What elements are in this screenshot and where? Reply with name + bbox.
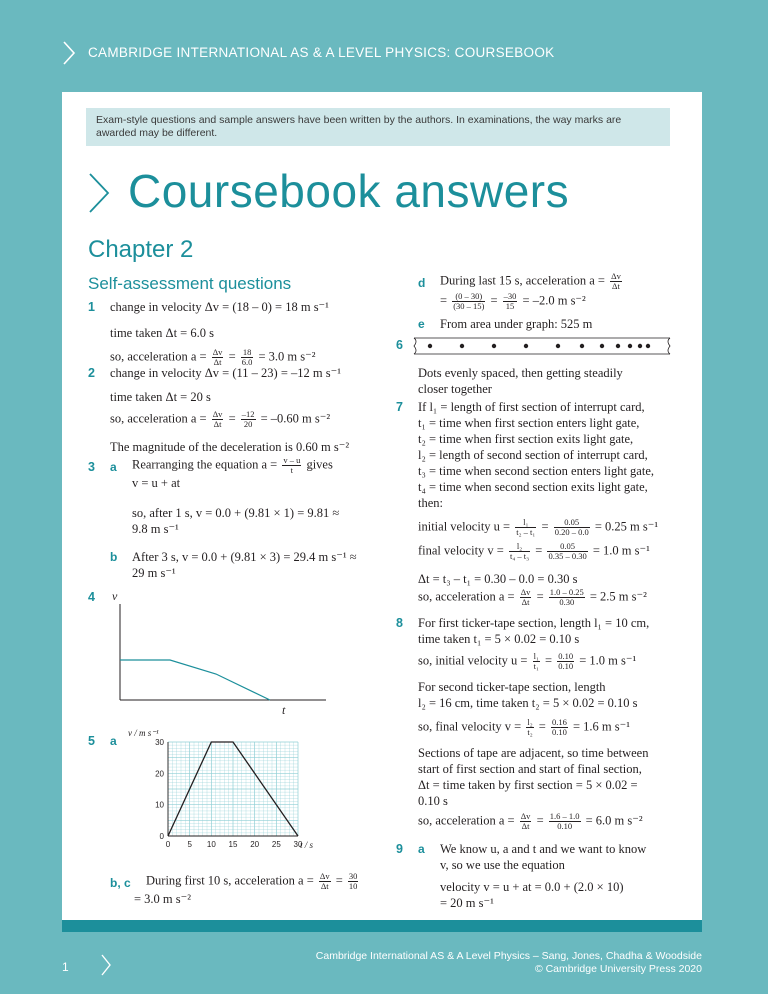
header-title: CAMBRIDGE INTERNATIONAL AS & A LEVEL PHYSICS: COURSEBOOK [88, 45, 555, 60]
section-heading: Self-assessment questions [88, 274, 292, 293]
denominator: 0.30 [559, 597, 575, 607]
chevron-right-icon [100, 953, 112, 977]
text: = 6.0 m s⁻² [585, 813, 643, 828]
chart-x-label: t / s [300, 840, 314, 850]
text: = –2.0 m s⁻² [522, 293, 586, 308]
sub-label: a [418, 842, 425, 856]
numerator: l₂ [527, 717, 533, 727]
answer-line: initial velocity u = $\frac{\text{l₁}}{\text{t₂ – t₁}}$ = $\frac{0.05}{0.20 - 0.0}$ = 0.25 m s⁻¹ [418, 517, 659, 537]
denominator: 10 [348, 881, 358, 891]
text: = –0.60 m s⁻² [260, 411, 331, 426]
ticker-tape [412, 336, 674, 356]
answer-line: l₂ = 16 cm, time taken t₂ = 5 × 0.02 = 0.10 s [418, 696, 638, 710]
text: so, acceleration a = [110, 349, 207, 364]
question-number: 5 [88, 734, 95, 748]
disclaimer-box: Exam-style questions and sample answers have been written by the authors. In examinations, the way marks are awarded may be different. [86, 108, 670, 146]
text: so, acceleration a = [418, 589, 515, 604]
velocity-time-chart [124, 724, 324, 856]
chevron-right-icon [62, 40, 76, 66]
answer-line: time taken Δt = 20 s [110, 390, 211, 404]
denominator: Δt [521, 597, 530, 607]
fraction [319, 872, 331, 891]
answer-line: = 20 m s⁻¹ [440, 896, 494, 910]
answer-line: velocity v = u + at = 0.0 + (2.0 × 10) [440, 880, 624, 894]
answer-line: Dots evenly spaced, then getting steadily [418, 366, 623, 380]
answer-line: l₂ = length of second section of interrupt card, [418, 448, 648, 462]
fraction [533, 652, 540, 671]
text: so, acceleration a = [418, 813, 515, 828]
x-tick-label: 30 [293, 840, 303, 849]
tape-dot [492, 344, 496, 348]
fraction [549, 812, 581, 831]
tape-dot [628, 344, 632, 348]
answer-line: If l₁ = length of first section of interrupt card, [418, 400, 645, 414]
y-tick-label: 0 [159, 832, 164, 841]
tape-dot [460, 344, 464, 348]
numerator: (0 – 30) [452, 292, 485, 302]
answer-line: v, so we use the equation [440, 858, 565, 872]
answer-line: so, acceleration a = $\frac{\Delta v}{\Delta t}$ = $\frac{18}{6.0}$ = 3.0 m s⁻² [110, 347, 316, 367]
text: Rearranging the equation a = [132, 457, 278, 472]
footer-credit [316, 950, 702, 976]
answer-line: t₂ = time when first section exits light gate, [418, 432, 634, 446]
v-axis-label: v [112, 589, 118, 603]
tape-dot [646, 344, 650, 348]
answer-line: so, initial velocity u = $\frac{\text{l₁}}{\text{t₁}}$ = $\frac{0.10}{0.10}$ = 1.0 m s⁻¹ [418, 651, 637, 671]
x-tick-label: 10 [206, 840, 216, 849]
denominator: Δt [213, 357, 222, 367]
footer-bar [62, 920, 702, 932]
fraction [520, 588, 532, 607]
chart-grid [168, 742, 298, 836]
fraction [551, 718, 568, 737]
answer-line: 0.10 s [418, 794, 448, 808]
numerator: –12 [241, 409, 255, 419]
question-number: 9 [396, 842, 403, 856]
answer-line: t₁ = time when first section enters light gate, [418, 416, 640, 430]
velocity-time-sketch [106, 588, 336, 716]
fraction [509, 542, 530, 561]
numerator: v – u [283, 455, 301, 465]
answer-line: so, after 1 s, v = 0.0 + (9.81 × 1) = 9.81 ≈ [132, 506, 340, 520]
numerator: 0.05 [547, 542, 587, 552]
page-title: Coursebook answers [128, 165, 570, 217]
answer-line: then: [418, 496, 443, 510]
text: final velocity v = [418, 543, 504, 558]
sub-label: a [110, 460, 117, 474]
question-number: 8 [396, 616, 403, 630]
text: During last 15 s, acceleration a = [440, 273, 605, 288]
credit-line: Cambridge International AS & A Level Physics – Sang, Jones, Chadha & Woodside [315, 950, 702, 962]
fraction [554, 518, 590, 537]
x-tick-label: 25 [271, 840, 281, 849]
answer-line: 29 m s⁻¹ [132, 566, 176, 580]
answer-line: For second ticker-tape section, length [418, 680, 606, 694]
fraction [547, 542, 587, 561]
page-content [62, 92, 702, 932]
sub-label: b, c [110, 876, 131, 890]
sub-label: d [418, 276, 426, 290]
text: = 3.0 m s⁻² [258, 349, 316, 364]
x-tick-label: 20 [250, 840, 260, 849]
question-number: 3 [88, 460, 95, 474]
answer-line: The magnitude of the deceleration is 0.60 m s⁻² [110, 440, 350, 454]
answer-line [132, 456, 333, 475]
text: gives [306, 457, 333, 472]
tape-dot [600, 344, 604, 348]
fraction [212, 410, 224, 429]
answer-line: 9.8 m s⁻¹ [132, 522, 179, 536]
answer-line: so, final velocity v = $\frac{\text{l₂}}{\text{t₂}}$ = $\frac{0.16}{0.10}$ = 1.6 m s⁻¹ [418, 717, 630, 737]
answer-line: closer together [418, 382, 492, 396]
question-number: 4 [88, 590, 95, 604]
answer-line: Δt = time taken by first section = 5 × 0.02 = [418, 778, 638, 792]
answer-line: t₄ = time when second section exits light gate, [418, 480, 648, 494]
denominator: Δt [320, 881, 329, 891]
text: = 1.0 m s⁻¹ [579, 653, 637, 668]
numerator: Δv [520, 587, 531, 597]
denominator: 0.35 – 0.30 [548, 551, 587, 561]
numerator: 1.6 – 1.0 [549, 811, 580, 821]
tape-edge [668, 338, 670, 354]
tape-dot [428, 344, 432, 348]
numerator: l₁ [533, 651, 539, 661]
question-number: 7 [396, 400, 403, 414]
tape-dot [556, 344, 560, 348]
answer-line: = $\frac{(0 - 30)}{(30 - 15)}$ = $\frac{-30}{15}$ = –2.0 m s⁻² [440, 291, 586, 311]
fraction [212, 348, 224, 367]
question-number: 2 [88, 366, 95, 380]
denominator: (30 – 15) [453, 301, 485, 311]
answer-line: During first 10 s, acceleration a = $\frac{\Delta v}{\Delta t}$ = $\frac{30}{10}$ [146, 871, 358, 891]
fraction [515, 518, 536, 537]
fraction [549, 588, 585, 607]
denominator: 0.10 [557, 821, 573, 831]
answer-line: time taken Δt = 6.0 s [110, 326, 214, 340]
y-tick-label: 10 [155, 800, 164, 810]
answer-line: For first ticker-tape section, length l₁ = 10 cm, [418, 616, 650, 630]
answer-line: so, acceleration a = $\frac{\Delta v}{\Delta t}$ = $\frac{1.6 - 1.0}{0.10}$ = 6.0 m s⁻² [418, 811, 643, 831]
sub-label: e [418, 317, 425, 331]
fraction [520, 812, 532, 831]
denominator: t [290, 465, 294, 475]
text: so, final velocity v = [418, 719, 522, 734]
answer-line [440, 272, 624, 291]
answer-line: change in velocity Δv = (18 – 0) = 18 m s⁻¹ [110, 300, 329, 314]
sub-label: a [110, 734, 117, 748]
answer-line: v = u + at [132, 476, 181, 490]
tape-dot [616, 344, 620, 348]
answer-line: so, acceleration a = $\frac{\Delta v}{\Delta t}$ = $\frac{1.0 - 0.25}{0.30}$ = 2.5 m s⁻² [418, 587, 647, 607]
sketch-line [120, 660, 270, 700]
answer-line: After 3 s, v = 0.0 + (9.81 × 3) = 29.4 m s⁻¹ ≈ [132, 550, 357, 564]
numerator: Δv [611, 271, 621, 281]
text: = 1.6 m s⁻¹ [572, 719, 630, 734]
chart-x-ticks [166, 840, 303, 849]
numerator: Δv [520, 811, 531, 821]
chapter-heading: Chapter 2 [88, 236, 194, 263]
answer-line: Sections of tape are adjacent, so time between [418, 746, 649, 760]
text: so, acceleration a = [110, 411, 207, 426]
answer-line: time taken t₁ = 5 × 0.02 = 0.10 s [418, 632, 580, 646]
fraction [452, 292, 485, 311]
page-header [0, 0, 768, 92]
answer-line: We know u, a and t and we want to know [440, 842, 647, 856]
denominator: t₂ [527, 727, 533, 737]
answer-line: From area under graph: 525 m [440, 317, 593, 331]
text: During first 10 s, acceleration a = [146, 873, 314, 888]
tape-edge [414, 338, 416, 354]
chart-y-label: v / m s⁻¹ [128, 728, 159, 738]
fraction [503, 292, 518, 311]
tape-dot [580, 344, 584, 348]
x-tick-label: 0 [165, 840, 171, 849]
question-number: 6 [396, 338, 403, 352]
denominator: 0.10 [551, 727, 567, 737]
fraction [282, 456, 301, 475]
answer-line: so, acceleration a = $\frac{\Delta v}{\Delta t}$ = $\frac{-12}{20}$ = –0.60 m s⁻² [110, 409, 331, 429]
fraction [526, 718, 533, 737]
numerator: l₁ [515, 518, 536, 528]
text: initial velocity u = [418, 519, 511, 534]
fraction [610, 272, 622, 291]
tape-dot [638, 344, 642, 348]
denominator: 0.10 [558, 661, 574, 671]
denominator: Δt [213, 419, 222, 429]
denominator: t₄ – t₃ [509, 551, 530, 561]
numerator: 1.0 – 0.25 [549, 587, 584, 597]
answer-line: Δt = t₃ – t₁ = 0.30 – 0.0 = 0.30 s [418, 572, 578, 586]
fraction [348, 872, 359, 891]
page-number: 1 [62, 960, 69, 974]
answer-line: = 3.0 m s⁻² [134, 892, 191, 906]
chevron-right-icon [88, 172, 110, 214]
t-axis-label: t [282, 703, 286, 716]
x-tick-label: 5 [187, 840, 192, 849]
denominator: t₂ – t₁ [516, 527, 536, 537]
text: = 1.0 m s⁻¹ [592, 543, 650, 558]
denominator: 15 [505, 301, 515, 311]
answer-line: change in velocity Δv = (11 – 23) = –12 m s⁻¹ [110, 366, 341, 380]
question-number: 1 [88, 300, 95, 314]
denominator: 20 [243, 419, 253, 429]
y-tick-label: 20 [155, 769, 164, 779]
answer-line: start of first section and start of final section, [418, 762, 642, 776]
numerator: 18 [241, 348, 254, 358]
denominator: t₁ [533, 661, 539, 671]
text: = 2.5 m s⁻² [589, 589, 647, 604]
denominator: 6.0 [241, 357, 253, 367]
answer-line: t₃ = time when second section enters light gate, [418, 464, 654, 478]
y-tick-label: 30 [155, 738, 164, 747]
fraction [241, 348, 254, 367]
numerator: –30 [503, 291, 517, 301]
numerator: 0.10 [558, 651, 574, 661]
credit-line: © Cambridge University Press 2020 [534, 963, 702, 975]
tape-dot [524, 344, 528, 348]
text: = 0.25 m s⁻¹ [594, 519, 659, 534]
numerator: 30 [348, 871, 358, 881]
fraction [557, 652, 574, 671]
sub-label: b [110, 550, 118, 564]
text: so, initial velocity u = [418, 653, 528, 668]
denominator: 0.20 – 0.0 [554, 527, 589, 537]
fraction [241, 410, 256, 429]
numerator: l₂ [509, 542, 530, 552]
x-tick-label: 15 [228, 840, 238, 849]
numerator: Δv [319, 871, 330, 881]
numerator: Δv [212, 347, 223, 357]
denominator: Δt [612, 281, 620, 291]
tape-dots [428, 344, 650, 348]
numerator: Δv [212, 409, 223, 419]
numerator: 0.16 [551, 717, 567, 727]
numerator: 0.05 [554, 518, 590, 528]
chart-y-ticks [155, 738, 164, 841]
denominator: Δt [521, 821, 530, 831]
answer-line: final velocity v = $\frac{\text{l₂}}{\text{t₄ – t₃}}$ = $\frac{0.05}{0.35 - 0.30}$ = 1.0 m s⁻¹ [418, 541, 650, 561]
